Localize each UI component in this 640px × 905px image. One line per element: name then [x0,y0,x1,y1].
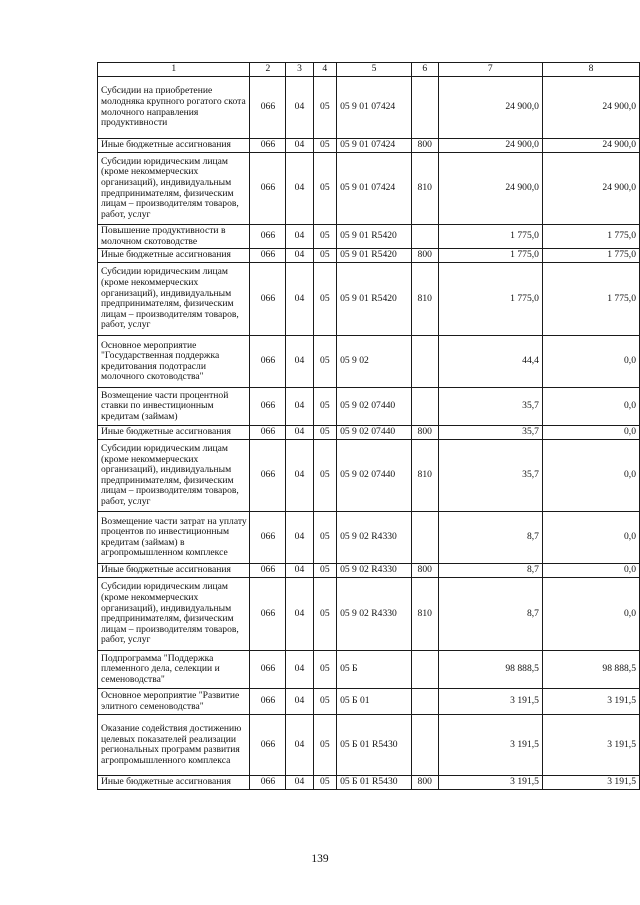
row-description: Иные бюджетные ассигнования [98,564,250,578]
expense-type-code: 810 [411,153,438,225]
table-row [98,564,640,578]
section-code: 04 [286,651,313,689]
subsection-code: 05 [313,263,336,336]
target-item-code: 05 Б 01 R5430 [337,776,412,790]
amount-col-7: 3 191,5 [438,689,542,715]
target-item-code: 05 9 02 [337,336,412,388]
admin-code: 066 [250,715,286,776]
table-row [98,512,640,564]
amount-col-8: 24 900,0 [542,139,639,153]
row-description: Возмещение части процентной ставки по инвестиционным кредитам (займам) [98,388,250,426]
target-item-code: 05 9 01 07424 [337,153,412,225]
section-code: 04 [286,689,313,715]
amount-col-8: 0,0 [542,564,639,578]
section-code: 04 [286,225,313,249]
expense-type-code [411,336,438,388]
expense-type-code: 800 [411,564,438,578]
expense-type-code [411,651,438,689]
subsection-code: 05 [313,336,336,388]
row-description: Возмещение части затрат на уплату процентов по инвестиционным кредитам (займам) в агропромышленном комплексе [98,512,250,564]
amount-col-8: 24 900,0 [542,153,639,225]
target-item-code: 05 Б [337,651,412,689]
amount-col-7: 24 900,0 [438,153,542,225]
column-header: 3 [286,63,313,77]
section-code: 04 [286,426,313,440]
admin-code: 066 [250,689,286,715]
table-row [98,263,640,336]
expense-type-code: 800 [411,426,438,440]
subsection-code: 05 [313,776,336,790]
amount-col-7: 3 191,5 [438,776,542,790]
subsection-code: 05 [313,440,336,512]
row-description: Оказание содействия достижению целевых показателей реализации региональных программ развития агропромышленного комплекса [98,715,250,776]
amount-col-8: 0,0 [542,388,639,426]
column-header: 1 [98,63,250,77]
target-item-code: 05 9 01 R5420 [337,263,412,336]
table-row [98,139,640,153]
row-description: Иные бюджетные ассигнования [98,776,250,790]
amount-col-8: 0,0 [542,578,639,651]
amount-col-7: 1 775,0 [438,225,542,249]
subsection-code: 05 [313,139,336,153]
section-code: 04 [286,578,313,651]
amount-col-8: 3 191,5 [542,715,639,776]
subsection-code: 05 [313,77,336,139]
section-code: 04 [286,77,313,139]
row-description: Субсидии юридическим лицам (кроме некоммерческих организаций), индивидуальным предпринимателям, физическим лицам – производителям товаров, работ, услуг [98,263,250,336]
column-header: 2 [250,63,286,77]
expense-type-code [411,77,438,139]
admin-code: 066 [250,225,286,249]
amount-col-7: 3 191,5 [438,715,542,776]
row-description: Субсидии на приобретение молодняка крупного рогатого скота молочного направления продуктивности [98,77,250,139]
expense-type-code [411,715,438,776]
expense-type-code [411,512,438,564]
target-item-code: 05 9 02 R4330 [337,578,412,651]
target-item-code: 05 9 02 R4330 [337,564,412,578]
target-item-code: 05 9 02 R4330 [337,512,412,564]
admin-code: 066 [250,263,286,336]
table-row [98,578,640,651]
section-code: 04 [286,512,313,564]
row-description: Подпрограмма "Поддержка племенного дела, селекции и семеноводства" [98,651,250,689]
row-description: Основное мероприятие "Государственная поддержка кредитования подотрасли молочного скотоводства" [98,336,250,388]
admin-code: 066 [250,249,286,263]
target-item-code: 05 Б 01 R5430 [337,715,412,776]
table-row [98,336,640,388]
target-item-code: 05 9 02 07440 [337,426,412,440]
admin-code: 066 [250,776,286,790]
section-code: 04 [286,139,313,153]
admin-code: 066 [250,578,286,651]
table-row [98,715,640,776]
amount-col-8: 98 888,5 [542,651,639,689]
admin-code: 066 [250,77,286,139]
column-header: 5 [337,63,412,77]
section-code: 04 [286,336,313,388]
amount-col-7: 1 775,0 [438,249,542,263]
row-description: Иные бюджетные ассигнования [98,426,250,440]
expense-type-code [411,225,438,249]
section-code: 04 [286,388,313,426]
subsection-code: 05 [313,715,336,776]
amount-col-8: 24 900,0 [542,77,639,139]
table-row [98,388,640,426]
admin-code: 066 [250,651,286,689]
amount-col-8: 0,0 [542,426,639,440]
amount-col-7: 24 900,0 [438,139,542,153]
target-item-code: 05 9 01 07424 [337,77,412,139]
target-item-code: 05 9 01 07424 [337,139,412,153]
section-code: 04 [286,440,313,512]
amount-col-8: 0,0 [542,336,639,388]
subsection-code: 05 [313,689,336,715]
section-code: 04 [286,263,313,336]
table-row [98,77,640,139]
row-description: Иные бюджетные ассигнования [98,139,250,153]
subsection-code: 05 [313,249,336,263]
amount-col-7: 35,7 [438,440,542,512]
subsection-code: 05 [313,651,336,689]
admin-code: 066 [250,512,286,564]
section-code: 04 [286,776,313,790]
section-code: 04 [286,715,313,776]
budget-table [97,62,640,790]
amount-col-7: 35,7 [438,426,542,440]
table-row [98,440,640,512]
admin-code: 066 [250,153,286,225]
subsection-code: 05 [313,153,336,225]
amount-col-8: 0,0 [542,512,639,564]
subsection-code: 05 [313,426,336,440]
subsection-code: 05 [313,225,336,249]
amount-col-7: 44,4 [438,336,542,388]
admin-code: 066 [250,388,286,426]
row-description: Основное мероприятие "Развитие элитного семеноводства" [98,689,250,715]
target-item-code: 05 9 02 07440 [337,440,412,512]
expense-type-code: 800 [411,776,438,790]
table-row [98,651,640,689]
amount-col-7: 98 888,5 [438,651,542,689]
amount-col-7: 8,7 [438,564,542,578]
amount-col-7: 24 900,0 [438,77,542,139]
table-row [98,776,640,790]
column-header: 8 [542,63,639,77]
amount-col-7: 8,7 [438,578,542,651]
expense-type-code [411,388,438,426]
expense-type-code: 800 [411,139,438,153]
expense-type-code: 810 [411,440,438,512]
target-item-code: 05 9 01 R5420 [337,249,412,263]
table-row [98,225,640,249]
column-header: 4 [313,63,336,77]
row-description: Субсидии юридическим лицам (кроме некоммерческих организаций), индивидуальным предпринимателям, физическим лицам – производителям товаров, работ, услуг [98,440,250,512]
admin-code: 066 [250,139,286,153]
amount-col-7: 8,7 [438,512,542,564]
target-item-code: 05 Б 01 [337,689,412,715]
amount-col-8: 3 191,5 [542,689,639,715]
section-code: 04 [286,564,313,578]
expense-type-code: 810 [411,263,438,336]
expense-type-code [411,689,438,715]
amount-col-8: 1 775,0 [542,249,639,263]
row-description: Субсидии юридическим лицам (кроме некоммерческих организаций), индивидуальным предпринимателям, физическим лицам – производителям товаров, работ, услуг [98,153,250,225]
row-description: Субсидии юридическим лицам (кроме некоммерческих организаций), индивидуальным предпринимателям, физическим лицам – производителям товаров, работ, услуг [98,578,250,651]
admin-code: 066 [250,336,286,388]
amount-col-8: 1 775,0 [542,225,639,249]
column-header-row [98,63,640,77]
amount-col-8: 0,0 [542,440,639,512]
amount-col-7: 35,7 [438,388,542,426]
expense-type-code: 800 [411,249,438,263]
subsection-code: 05 [313,388,336,426]
table-row [98,153,640,225]
subsection-code: 05 [313,512,336,564]
column-header: 6 [411,63,438,77]
amount-col-8: 3 191,5 [542,776,639,790]
table-row [98,689,640,715]
amount-col-8: 1 775,0 [542,263,639,336]
subsection-code: 05 [313,564,336,578]
admin-code: 066 [250,426,286,440]
row-description: Повышение продуктивности в молочном скотоводстве [98,225,250,249]
target-item-code: 05 9 01 R5420 [337,225,412,249]
subsection-code: 05 [313,578,336,651]
table-row [98,426,640,440]
admin-code: 066 [250,564,286,578]
expense-type-code: 810 [411,578,438,651]
amount-col-7: 1 775,0 [438,263,542,336]
section-code: 04 [286,153,313,225]
target-item-code: 05 9 02 07440 [337,388,412,426]
row-description: Иные бюджетные ассигнования [98,249,250,263]
admin-code: 066 [250,440,286,512]
table-row [98,249,640,263]
section-code: 04 [286,249,313,263]
column-header: 7 [438,63,542,77]
page-number: 139 [311,853,329,865]
